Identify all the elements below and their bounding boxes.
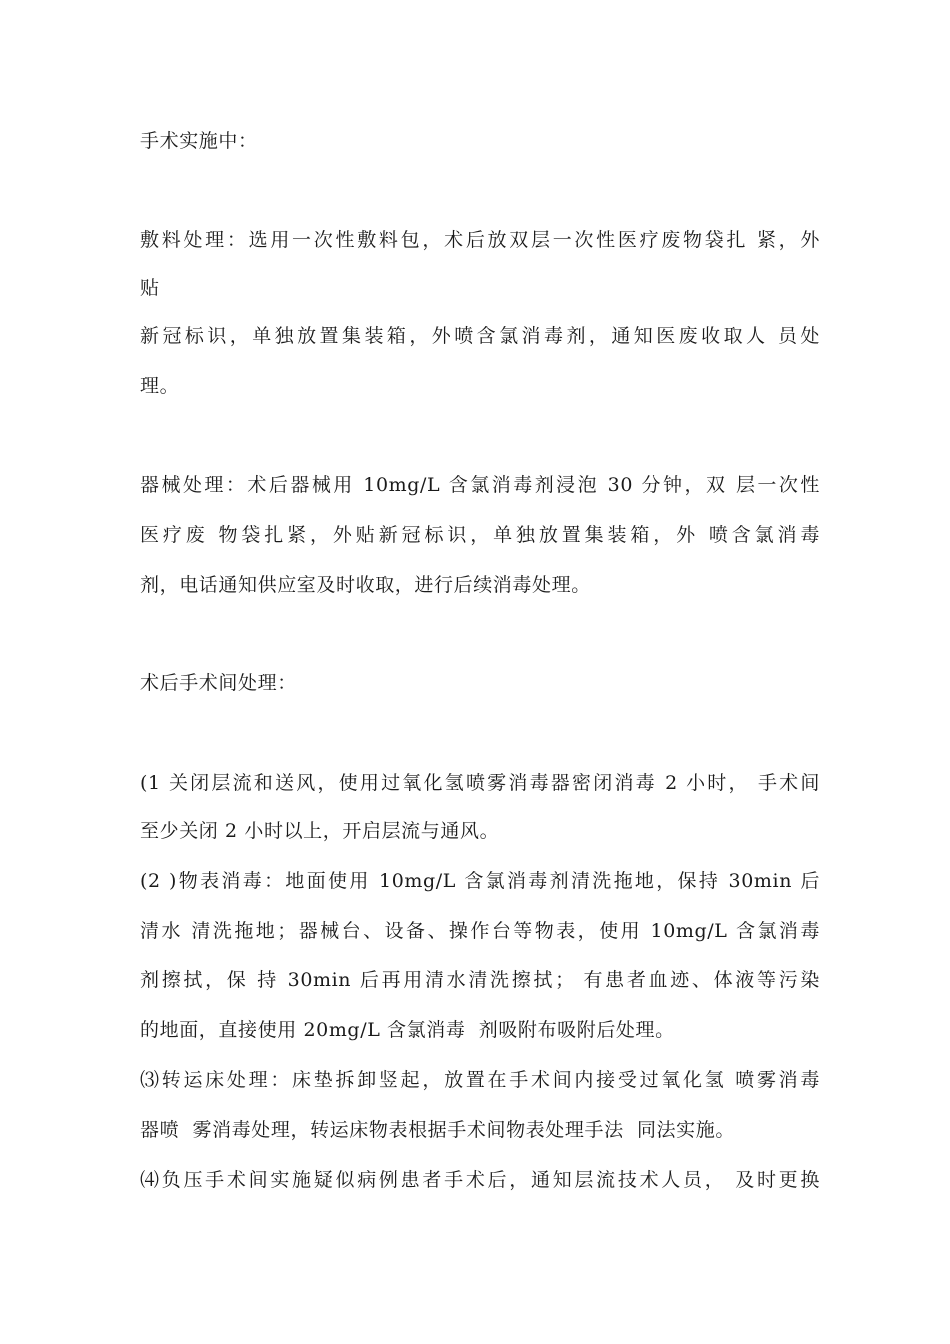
item-1-line-1: (1 关闭层流和送风，使用过氧化氢喷雾消毒器密闭消毒 2 小时， 手术间 bbox=[140, 772, 820, 794]
item-4-line-1: ⑷负压手术间实施疑似病例患者手术后，通知层流技术人员， 及时更换 bbox=[140, 1169, 820, 1191]
item-2-line-4: 的地面，直接使用 20mg/L 含氯消毒 剂吸附布吸附后处理。 bbox=[140, 1019, 675, 1041]
dressing-line-4: 理。 bbox=[140, 375, 180, 397]
dressing-line-3: 新冠标识，单独放置集装箱，外喷含氯消毒剂，通知医废收取人 员处 bbox=[140, 325, 820, 347]
item-2-line-1: (2 )物表消毒：地面使用 10mg/L 含氯消毒剂清洗拖地，保持 30min 后 bbox=[140, 870, 820, 892]
item-3-line-2: 器喷 雾消毒处理，转运床物表根据手术间物表处理手法 同法实施。 bbox=[140, 1119, 735, 1141]
item-3-line-1: ⑶转运床处理：床垫拆卸竖起，放置在手术间内接受过氧化氢 喷雾消毒 bbox=[140, 1069, 820, 1091]
instruments-line-1: 器械处理：术后器械用 10mg/L 含氯消毒剂浸泡 30 分钟，双 层一次性 bbox=[140, 474, 820, 496]
heading-during-surgery: 手术实施中： bbox=[140, 130, 258, 152]
dressing-line-2: 贴 bbox=[140, 277, 160, 299]
instruments-line-2: 医疗废 物袋扎紧，外贴新冠标识，单独放置集装箱，外 喷含氯消毒 bbox=[140, 524, 820, 546]
item-1-line-2: 至少关闭 2 小时以上，开启层流与通风。 bbox=[140, 820, 500, 842]
dressing-line-1: 敷料处理：选用一次性敷料包，术后放双层一次性医疗废物袋扎 紧，外 bbox=[140, 229, 820, 251]
item-2-line-2: 清水 清洗拖地；器械台、设备、操作台等物表，使用 10mg/L 含氯消毒 bbox=[140, 920, 820, 942]
heading-after-surgery: 术后手术间处理： bbox=[140, 672, 297, 694]
item-2-line-3: 剂擦拭，保 持 30min 后再用清水清洗擦拭； 有患者血迹、体液等污染 bbox=[140, 969, 820, 991]
instruments-line-3: 剂，电话通知供应室及时收取，进行后续消毒处理。 bbox=[140, 574, 591, 596]
